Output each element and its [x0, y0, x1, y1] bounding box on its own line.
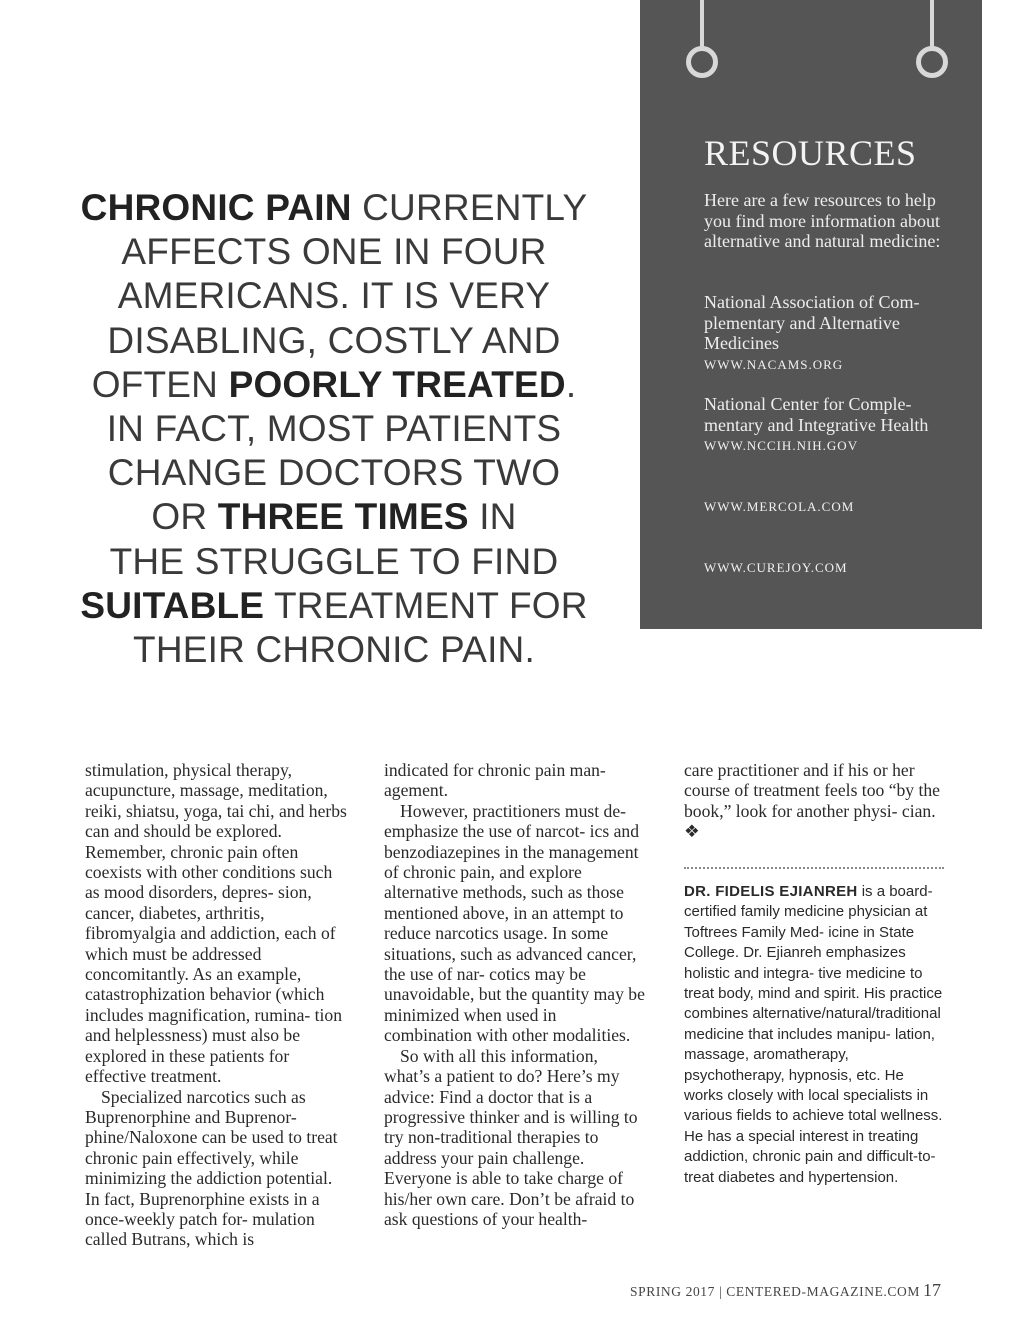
- pull-quote-emphasis: THREE TIMES: [217, 496, 469, 538]
- pull-quote-text: TREATMENT FOR: [264, 584, 588, 626]
- pull-quote-line: [80, 584, 588, 628]
- resources-intro: Here are a few resources to help you find more information about alternative and natural medicine:: [704, 190, 941, 251]
- article-paragraph: stimulation, physical therapy, acupuncture, massage, meditation, reiki, shiatsu, yoga, tai chi, and herbs can and should be explored. Remember, chronic pain often coexists with other conditions such as mood disorders, depres- sion, cancer, diabetes, arthritis, fibromyalgia and addiction, each of which must be addressed concomitantly. As an example, catastrophization behavior (which includes magnification, rumina- tion and helplessness) must also be explored in these patients for effective treatment.: [85, 760, 347, 1087]
- pull-quote-text: AMERICANS. IT IS VERY: [117, 275, 551, 317]
- pull-quote-text: CHANGE DOCTORS TWO: [107, 452, 561, 494]
- article-column-2: [384, 760, 646, 1229]
- article-column-3: [684, 760, 946, 842]
- pull-quote-emphasis: SUITABLE: [80, 584, 265, 626]
- ring-icon: [916, 46, 948, 78]
- ring-icon: [686, 46, 718, 78]
- pull-quote-text: DISABLING, COSTLY AND: [107, 319, 561, 361]
- resource-url-mercola[interactable]: WWW.MERCOLA.COM: [704, 499, 855, 514]
- resource-org2-url[interactable]: WWW.NCCIH.NIH.GOV: [704, 438, 859, 453]
- pull-quote-text: IN: [468, 496, 517, 538]
- page-number: 17: [923, 1280, 941, 1300]
- resources-title: RESOURCES: [704, 133, 917, 173]
- pull-quote-text: THEIR CHRONIC PAIN.: [133, 629, 535, 671]
- author-bio-text: is a board-certified family medicine physician at Toftrees Family Med- icine in State College. Dr. Ejianreh emphasizes holistic and integra- tive medicine to treat body, mind and spirit. His practice combines alternative/natural/traditional medicine that includes manipu- lation, massage, aromatherapy, psychotherapy, hypnosis, etc. He works closely with local specialists in various fields to achieve total wellness. He has a special interest in treating addiction, chronic pain and difficult-to-treat diabetes and hypertension.: [684, 883, 943, 1186]
- pull-quote-line: [80, 319, 588, 363]
- pull-quote-text: OR: [151, 496, 218, 538]
- pull-quote-text: IN FACT, MOST PATIENTS: [106, 408, 562, 450]
- dotted-divider: [684, 867, 944, 869]
- resource-url-curejoy[interactable]: WWW.CUREJOY.COM: [704, 560, 848, 575]
- article-paragraph: Specialized narcotics such as Buprenorphine and Buprenor- phine/Naloxone can be used to treat chronic pain effectively, while minimizing the addiction potential. In fact, Buprenorphine exists in a once-weekly patch for- mulation called Butrans, which is: [85, 1086, 338, 1250]
- resource-org2-name: National Center for Comple- mentary and Integrative Health: [704, 394, 929, 435]
- pull-quote-text: .: [565, 363, 577, 405]
- pull-quote-line: [80, 451, 588, 495]
- article-paragraph: However, practitioners must de-emphasize the use of narcot- ics and benzodiazepines in the management of chronic pain, and explore alternative methods, such as those mentioned above, in an attempt to reduce narcotics usage. In some situations, such as advanced cancer, the use of nar- cotics may be unavoidable, but the quantity may be minimized when used in combination with other modalities.: [384, 800, 645, 1046]
- pull-quote-emphasis: POORLY TREATED: [228, 363, 566, 405]
- author-name: DR. FIDELIS EJIANREH: [684, 883, 858, 900]
- pull-quote-text: THE STRUGGLE TO FIND: [109, 540, 559, 582]
- pull-quote-emphasis: CHRONIC PAIN: [80, 187, 352, 228]
- resource-org1-url[interactable]: WWW.NACAMS.ORG: [704, 357, 844, 372]
- article-paragraph: care practitioner and if his or her course of treatment feels too “by the book,” look for another physi- cian. ❖: [684, 760, 940, 842]
- hanger-right: [930, 0, 934, 48]
- article-paragraph: So with all this information, what’s a patient to do? Here’s my advice: Find a doctor that is a progressive thinker and is willing to try non-traditional therapies to address your pain challenge. Everyone is able to take charge of his/her own care. Don’t be afraid to ask questions of your health-: [384, 1045, 638, 1229]
- pull-quote: [80, 186, 588, 672]
- pull-quote-text: CURRENTLY: [351, 187, 588, 228]
- pull-quote-line: [80, 407, 588, 451]
- pull-quote-line: [80, 628, 588, 672]
- article-column-1: [85, 760, 347, 1250]
- author-bio: [684, 882, 946, 1188]
- article-paragraph: indicated for chronic pain man- agement.: [384, 760, 606, 801]
- pull-quote-line: [80, 230, 588, 274]
- hanger-left: [700, 0, 704, 48]
- footer-issue-site: SPRING 2017 | CENTERED-MAGAZINE.COM: [630, 1284, 920, 1299]
- pull-quote-line: [80, 495, 588, 539]
- resources-box: [640, 0, 982, 629]
- pull-quote-text: OFTEN: [91, 363, 229, 405]
- pull-quote-line: [80, 540, 588, 584]
- resource-org1-name: National Association of Com- plementary and Alternative Medicines: [704, 292, 920, 353]
- pull-quote-line: [80, 186, 588, 230]
- pull-quote-line: [80, 274, 588, 318]
- pull-quote-line: [80, 363, 588, 407]
- pull-quote-text: AFFECTS ONE IN FOUR: [121, 231, 547, 273]
